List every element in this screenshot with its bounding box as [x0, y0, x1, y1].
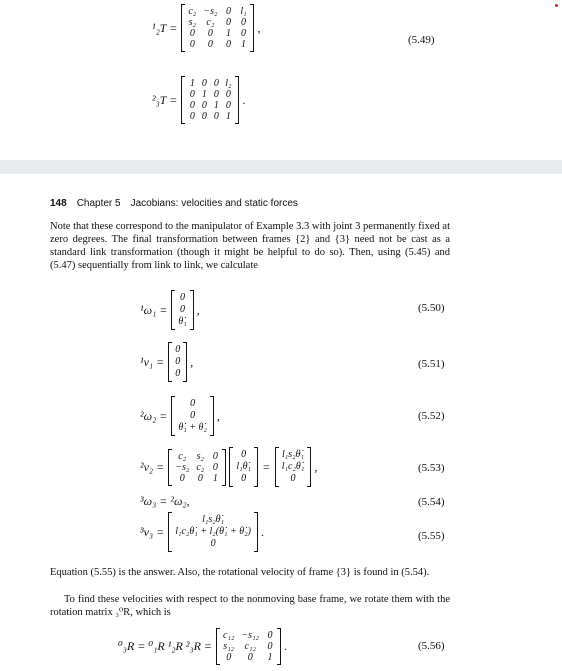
matrix-rotation: c₂ s₂ 0 −s₂ c₂ 0 0 0 1	[168, 449, 226, 486]
equation-number-5-55: (5.55)	[418, 530, 445, 542]
equation-5-55: ³v₃ = l₁s₂θ̇₁ l₁c₂θ̇₁ + l₂(θ̇₁ + θ̇₂) 0 .	[140, 512, 264, 552]
matrix-base-rotation: c₁₂ −s₁₂ 0 s₁₂ c₁₂ 0 0 0 1	[216, 628, 281, 665]
vector: 0 0 θ̇₁ + θ̇₂	[171, 396, 214, 436]
equation-number-5-53: (5.53)	[418, 462, 445, 474]
equation-5-51: ¹v₁ = 0 0 0 ,	[140, 342, 193, 382]
equation-5-53: ²v₂ = c₂ s₂ 0 −s₂ c₂ 0 0 0 1 0 l₁θ̇₁ 0 = l₁s₂θ̇₁ l₁c₂θ̇₁ 0 ,	[140, 447, 317, 487]
paragraph-rotate: To find these velocities with respect to the nonmoving base frame, we rotate them with the rotation matrix ₃⁰R, which is	[50, 594, 450, 618]
page-number: 148	[50, 198, 67, 209]
equation-number-5-56: (5.56)	[418, 640, 445, 652]
previous-page-fragment	[0, 0, 562, 160]
equation-5-49a: ¹₂T = c₂ −s₂ 0 l₁ s₂ c₂ 0 0 0 0 1 0 0 0 0 1 ,	[152, 6, 261, 50]
vector: 0 0 θ̇₁	[171, 290, 193, 330]
vector: l₁s₂θ̇₁ l₁c₂θ̇₁ 0	[275, 447, 312, 487]
equation-number-5-50: (5.50)	[418, 302, 445, 314]
equation-number-5-52: (5.52)	[418, 410, 445, 422]
eq-lhs: ¹₂T =	[152, 20, 178, 35]
marker-dot	[555, 4, 558, 7]
chapter-label: Chapter 5	[76, 198, 121, 209]
vector: 0 l₁θ̇₁ 0	[229, 447, 258, 487]
chapter-title: Jacobians: velocities and static forces	[130, 198, 298, 209]
equation-5-54: ³ω₃ = ²ω₂,	[140, 494, 190, 508]
vector: l₁s₂θ̇₁ l₁c₂θ̇₁ + l₂(θ̇₁ + θ̇₂) 0	[168, 512, 258, 552]
page-header	[50, 198, 298, 209]
equation-number-5-49: (5.49)	[408, 34, 435, 46]
equation-5-49b: ²₃T = 1 0 0 l₂ 0 1 0 0 0 0 1 0 0 0 0 1 .	[152, 78, 246, 122]
equation-5-56: ⁰₃R = ⁰₁R ¹₂R ²₃R = c₁₂ −s₁₂ 0 s₁₂ c₁₂ 0 0 0 1 .	[118, 630, 288, 663]
paragraph-intro: Note that these correspond to the manipulator of Example 3.3 with joint 3 permanently fixed at zero degrees. The final transformation between frames {2} and {3} need not be cast as a standard link transformation (though it might be helpful to do so). Then, using (5.45) and (5.47) sequentially from link to link, we calculate	[50, 221, 450, 271]
matrix-1-2-T: c₂ −s₂ 0 l₁ s₂ c₂ 0 0 0 0 1 0 0 0 0 1	[181, 4, 254, 52]
equation-number-5-51: (5.51)	[418, 358, 445, 370]
equation-number-5-54: (5.54)	[418, 496, 445, 508]
page-gap	[0, 160, 562, 174]
matrix-2-3-T: 1 0 0 l₂ 0 1 0 0 0 0 1 0 0 0 0 1	[181, 76, 239, 124]
equation-5-52: ²ω₂ = 0 0 θ̇₁ + θ̇₂ ,	[140, 396, 220, 436]
equation-5-50: ¹ω₁ = 0 0 θ̇₁ ,	[140, 290, 200, 330]
vector: 0 0 0	[168, 342, 187, 382]
paragraph-answer: Equation (5.55) is the answer. Also, the rotational velocity of frame {3} is found in (5.54).	[50, 567, 430, 578]
